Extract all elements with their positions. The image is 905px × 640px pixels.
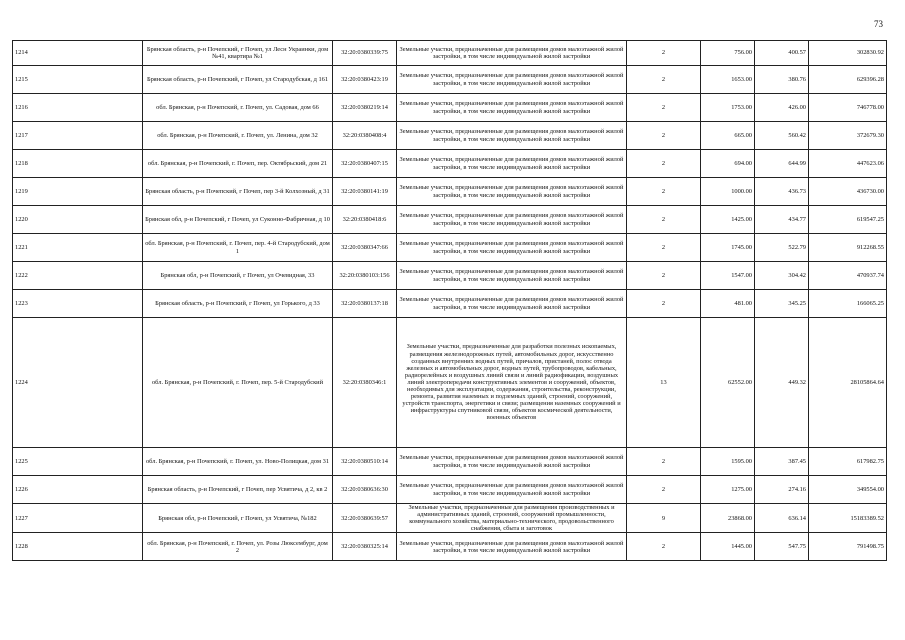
cell-record-number: 1226 — [13, 476, 143, 504]
cell-record-number: 1220 — [13, 206, 143, 234]
cell-area: 1745.00 — [701, 234, 755, 262]
cell-area: 1000.00 — [701, 178, 755, 206]
cell-group-number: 2 — [627, 66, 701, 94]
cell-cadastral-value: 28105864.64 — [809, 318, 887, 448]
cell-record-number: 1215 — [13, 66, 143, 94]
cell-group-number: 2 — [627, 94, 701, 122]
cell-group-number: 2 — [627, 533, 701, 561]
cell-group-number: 9 — [627, 504, 701, 533]
cell-specific-cost: 434.77 — [755, 206, 809, 234]
table-row — [13, 66, 887, 94]
cell-address: обл. Брянская, р-н Почепский, г. Почеп, ул. Розы Люксембург, дом 2 — [143, 533, 333, 561]
cell-record-number: 1219 — [13, 178, 143, 206]
cell-area: 1275.00 — [701, 476, 755, 504]
table-row — [13, 504, 887, 533]
cell-record-number: 1227 — [13, 504, 143, 533]
cell-specific-cost: 400.57 — [755, 41, 809, 66]
cell-land-use-type: Земельные участки, предназначенные для размещения домов малоэтажной жилой застройки, в том числе индивидуальной жилой застройки — [397, 122, 627, 150]
cell-cadastral-value: 617982.75 — [809, 448, 887, 476]
land-registry-table — [12, 40, 887, 561]
cell-specific-cost: 274.16 — [755, 476, 809, 504]
cell-address: Брянская область, р-н Почепский, г Почеп, ул Стародубская, д 161 — [143, 66, 333, 94]
cell-area: 1595.00 — [701, 448, 755, 476]
cell-area: 23868.00 — [701, 504, 755, 533]
cell-record-number: 1217 — [13, 122, 143, 150]
cell-cadastral-value: 629396.28 — [809, 66, 887, 94]
cell-land-use-type: Земельные участки, предназначенные для размещения домов малоэтажной жилой застройки, в том числе индивидуальной жилой застройки — [397, 533, 627, 561]
cell-cadastral-number: 32:20:0380103:156 — [333, 262, 397, 290]
cell-address: обл. Брянская, р-н Почепский, г. Почеп, ул. Ленина, дом 32 — [143, 122, 333, 150]
cell-address: Брянская обл, р-н Почепский, г Почеп, ул Суконно-Фабричная, д 10 — [143, 206, 333, 234]
cell-record-number: 1214 — [13, 41, 143, 66]
cell-area: 1653.00 — [701, 66, 755, 94]
cell-cadastral-value: 791498.75 — [809, 533, 887, 561]
cell-cadastral-value: 15183389.52 — [809, 504, 887, 533]
cell-cadastral-value: 470937.74 — [809, 262, 887, 290]
cell-cadastral-value: 349554.00 — [809, 476, 887, 504]
cell-record-number: 1216 — [13, 94, 143, 122]
cell-group-number: 2 — [627, 476, 701, 504]
cell-land-use-type: Земельные участки, предназначенные для размещения домов малоэтажной жилой застройки, в том числе индивидуальной жилой застройки — [397, 206, 627, 234]
cell-specific-cost: 436.73 — [755, 178, 809, 206]
cell-area: 62552.00 — [701, 318, 755, 448]
cell-cadastral-value: 372679.30 — [809, 122, 887, 150]
cell-group-number: 2 — [627, 150, 701, 178]
cell-specific-cost: 304.42 — [755, 262, 809, 290]
cell-land-use-type: Земельные участки, предназначенные для размещения домов малоэтажной жилой застройки, в том числе индивидуальной жилой застройки — [397, 150, 627, 178]
cell-record-number: 1225 — [13, 448, 143, 476]
cell-group-number: 2 — [627, 448, 701, 476]
cell-cadastral-number: 32:20:0380407:15 — [333, 150, 397, 178]
cell-cadastral-value: 912268.55 — [809, 234, 887, 262]
cell-group-number: 2 — [627, 122, 701, 150]
table-row — [13, 122, 887, 150]
cell-specific-cost: 426.00 — [755, 94, 809, 122]
cell-cadastral-number: 32:20:0380219:14 — [333, 94, 397, 122]
table-row — [13, 318, 887, 448]
cell-area: 481.00 — [701, 290, 755, 318]
table-row — [13, 290, 887, 318]
cell-address: обл. Брянская, р-н Почепский, г. Почеп, пер. 4-й Стародубский, дом 1 — [143, 234, 333, 262]
table-row — [13, 41, 887, 66]
cell-area: 1753.00 — [701, 94, 755, 122]
cell-group-number: 2 — [627, 290, 701, 318]
cell-cadastral-number: 32:20:0380639:57 — [333, 504, 397, 533]
cell-specific-cost: 644.99 — [755, 150, 809, 178]
cell-cadastral-number: 32:20:0380141:19 — [333, 178, 397, 206]
cell-specific-cost: 636.14 — [755, 504, 809, 533]
cell-address: Брянская обл, р-н Почепский, г Почеп, ул Усвятича, №182 — [143, 504, 333, 533]
cell-cadastral-number: 32:20:0380423:19 — [333, 66, 397, 94]
cell-land-use-type: Земельные участки, предназначенные для размещения домов малоэтажной жилой застройки, в том числе индивидуальной жилой застройки — [397, 94, 627, 122]
cell-area: 665.00 — [701, 122, 755, 150]
table-row — [13, 94, 887, 122]
cell-group-number: 2 — [627, 206, 701, 234]
cell-record-number: 1228 — [13, 533, 143, 561]
cell-specific-cost: 449.32 — [755, 318, 809, 448]
cell-address: обл. Брянская, р-н Почепский, г. Почеп, пер. Октябрьский, дом 21 — [143, 150, 333, 178]
cell-group-number: 2 — [627, 262, 701, 290]
cell-address: Брянская область, р-н Почепский, г Почеп, ул Горького, д 33 — [143, 290, 333, 318]
cell-land-use-type: Земельные участки, предназначенные для размещения домов малоэтажной жилой застройки, в том числе индивидуальной жилой застройки — [397, 448, 627, 476]
cell-record-number: 1223 — [13, 290, 143, 318]
cell-record-number: 1222 — [13, 262, 143, 290]
table-row — [13, 206, 887, 234]
cell-specific-cost: 560.42 — [755, 122, 809, 150]
cell-address: обл. Брянская, р-н Почепский, г. Почеп, ул. Садовая, дом 66 — [143, 94, 333, 122]
cell-land-use-type: Земельные участки, предназначенные для разработки полезных ископаемых, размещения железнодорожных путей, автомобильных дорог, искусственно созданных внутренних водных путей, причалов, пристаней, полос отвода железных и автомобильных дорог, водных путей, трубопроводов, кабельных, радиорелейных и воздушных линий связи и линий радиофикации, воздушных линий электропередачи конструктивных элементов и сооружений, объектов, необходимых для эксплуатации, содержания, строительства, реконструкции, ремонта, развития наземных и подземных зданий, строений, сооружений, устройств транспорта, энергетики и связи; размещения наземных сооружений и инфраструктуры спутниковой связи, объектов космической деятельности, военных объектов — [397, 318, 627, 448]
cell-specific-cost: 522.79 — [755, 234, 809, 262]
cell-area: 1445.00 — [701, 533, 755, 561]
cell-group-number: 13 — [627, 318, 701, 448]
cell-land-use-type: Земельные участки, предназначенные для размещения домов малоэтажной жилой застройки, в том числе индивидуальной жилой застройки — [397, 262, 627, 290]
table-row — [13, 178, 887, 206]
cell-address: обл. Брянская, р-н Почепский, г. Почеп, ул. Ново-Полицкая, дом 31 — [143, 448, 333, 476]
cell-cadastral-number: 32:20:0380137:18 — [333, 290, 397, 318]
cell-cadastral-number: 32:20:0380418:6 — [333, 206, 397, 234]
cell-specific-cost: 345.25 — [755, 290, 809, 318]
cell-cadastral-value: 436730.00 — [809, 178, 887, 206]
cell-address: Брянская обл, р-н Почепский, г Почеп, ул Очевидная, 33 — [143, 262, 333, 290]
cell-land-use-type: Земельные участки, предназначенные для размещения домов малоэтажной жилой застройки, в том числе индивидуальной жилой застройки — [397, 66, 627, 94]
cell-group-number: 2 — [627, 41, 701, 66]
cell-specific-cost: 547.75 — [755, 533, 809, 561]
cell-cadastral-value: 619547.25 — [809, 206, 887, 234]
cell-land-use-type: Земельные участки, предназначенные для размещения домов малоэтажной жилой застройки, в том числе индивидуальной жилой застройки — [397, 234, 627, 262]
cell-area: 1425.00 — [701, 206, 755, 234]
cell-land-use-type: Земельные участки, предназначенные для размещения домов малоэтажной жилой застройки, в том числе индивидуальной жилой застройки — [397, 178, 627, 206]
cell-address: Брянская область, р-н Почепский, г Почеп, ул Лесн Украинки, дом №41, квартира №1 — [143, 41, 333, 66]
cell-cadastral-number: 32:20:0380325:14 — [333, 533, 397, 561]
table-row — [13, 262, 887, 290]
cell-cadastral-number: 32:20:0380347:66 — [333, 234, 397, 262]
table-row — [13, 476, 887, 504]
cell-cadastral-number: 32:20:0380510:14 — [333, 448, 397, 476]
table-row — [13, 150, 887, 178]
cell-record-number: 1218 — [13, 150, 143, 178]
cell-cadastral-number: 32:20:0380408:4 — [333, 122, 397, 150]
cell-record-number: 1221 — [13, 234, 143, 262]
table-row — [13, 533, 887, 561]
cell-cadastral-number: 32:20:0380339:75 — [333, 41, 397, 66]
cell-land-use-type: Земельные участки, предназначенные для размещения производственных и административных зданий, строений, сооружений промышленности, коммунального хозяйства, материально-технического, продовольственного снабжения, сбыта и заготовок — [397, 504, 627, 533]
cell-specific-cost: 380.76 — [755, 66, 809, 94]
cell-address: Брянская область, р-н Почепский, г Почеп, пер 3-й Колхозный, д 31 — [143, 178, 333, 206]
table-row — [13, 448, 887, 476]
cell-record-number: 1224 — [13, 318, 143, 448]
cell-cadastral-number: 32:20:0380636:30 — [333, 476, 397, 504]
cell-land-use-type: Земельные участки, предназначенные для размещения домов малоэтажной жилой застройки, в том числе индивидуальной жилой застройки — [397, 41, 627, 66]
cell-area: 1547.00 — [701, 262, 755, 290]
cell-area: 756.00 — [701, 41, 755, 66]
cell-specific-cost: 387.45 — [755, 448, 809, 476]
cell-cadastral-value: 302830.92 — [809, 41, 887, 66]
table-row — [13, 234, 887, 262]
cell-cadastral-value: 746778.00 — [809, 94, 887, 122]
table-body — [13, 41, 887, 561]
cell-cadastral-value: 166065.25 — [809, 290, 887, 318]
cell-group-number: 2 — [627, 234, 701, 262]
cell-address: обл. Брянская, р-н Почепский, г. Почеп, пер. 5-й Стародубский — [143, 318, 333, 448]
cell-address: Брянская область, р-н Почепский, г Почеп, пер Усвятича, д 2, кв 2 — [143, 476, 333, 504]
cell-area: 694.00 — [701, 150, 755, 178]
cell-land-use-type: Земельные участки, предназначенные для размещения домов малоэтажной жилой застройки, в том числе индивидуальной жилой застройки — [397, 476, 627, 504]
cell-cadastral-number: 32:20:0380346:1 — [333, 318, 397, 448]
cell-group-number: 2 — [627, 178, 701, 206]
page-number: 73 — [874, 19, 883, 29]
cell-land-use-type: Земельные участки, предназначенные для размещения домов малоэтажной жилой застройки, в том числе индивидуальной жилой застройки — [397, 290, 627, 318]
cell-cadastral-value: 447623.06 — [809, 150, 887, 178]
